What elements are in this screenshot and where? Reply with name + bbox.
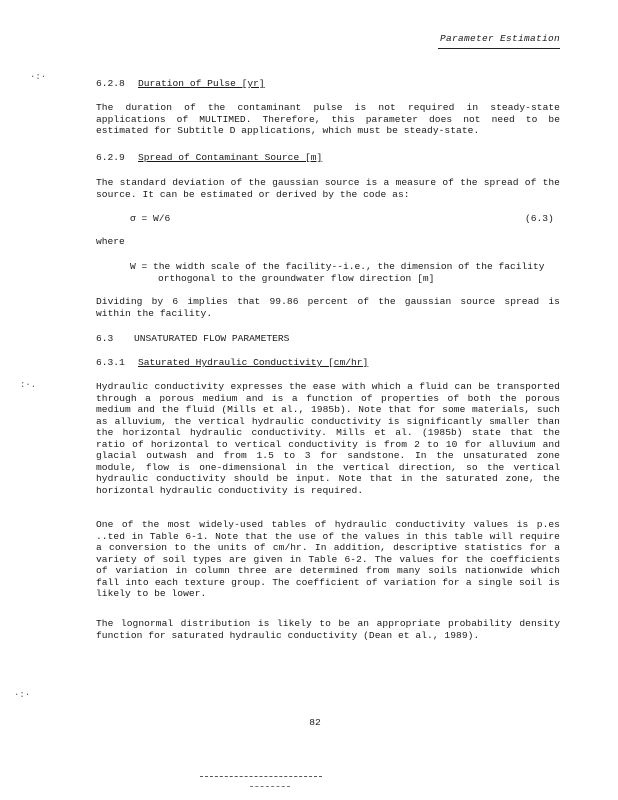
footer-rule	[250, 786, 290, 787]
header-rule	[438, 48, 560, 49]
equation-label: (6.3)	[525, 213, 554, 224]
section-title: Spread of Contaminant Source [m]	[138, 152, 323, 163]
definition-line: W = the width scale of the facility--i.e., the dimension of the facility	[130, 261, 545, 272]
paragraph: One of the most widely-used tables of hydraulic conductivity values is p.es ..ted in Table 6-1. Note that the use of the values in this table will require a conversion to the units of cm/hr. In addition, descriptive statistics for a variety of soil types are given in Table 6-2. The values for the coefficients of variation in column three are determined from many soils nationwide which fall into each texture group. The coefficient of variation for a single soil is likely to be lower.	[96, 519, 560, 599]
paragraph: The lognormal distribution is likely to be an appropriate probability density function for saturated hydraulic conductivity (Dean et al., 1989).	[96, 618, 560, 641]
scan-speck: :·.	[20, 380, 37, 390]
section-heading-6-3-1	[96, 357, 368, 369]
section-number: 6.2.9	[96, 152, 125, 163]
definition-line: orthogonal to the groundwater flow direction [m]	[158, 272, 435, 284]
section-number: 6.3	[96, 333, 114, 344]
section-title: Saturated Hydraulic Conductivity [cm/hr]	[138, 357, 369, 368]
section-number: 6.2.8	[96, 78, 125, 89]
equation: σ = W/6	[130, 213, 171, 224]
running-header: Parameter Estimation	[439, 33, 560, 44]
section-heading-6-3	[96, 333, 289, 345]
section-heading-6-2-8	[96, 78, 265, 90]
footer-rule	[200, 776, 322, 777]
scan-speck: ·:·	[14, 690, 31, 700]
where-label: where	[96, 236, 125, 247]
section-number: 6.3.1	[96, 357, 125, 368]
paragraph: The duration of the contaminant pulse is not required in steady-state applications of MULTIMED. Therefore, this parameter does not need to be estimated for Subtitle D applications, which must be steady-state.	[96, 102, 560, 136]
section-title: UNSATURATED FLOW PARAMETERS	[134, 333, 290, 344]
scan-speck: ·:·	[30, 72, 47, 82]
paragraph: Dividing by 6 implies that 99.86 percent of the gaussian source spread is within the facility.	[96, 296, 560, 319]
paragraph: Hydraulic conductivity expresses the ease with which a fluid can be transported through a porous medium and is a function of properties of both the porous medium and the fluid (Mills et al., 1985b). Note that for some materials, such as alluvium, the vertical hydraulic conductivity is significantly smaller than the horizontal hydraulic conductivity. Mills et al. (1985b) state that the ratio of horizontal to vertical conductivity is from 2 to 10 for alluvium and glacial outwash and from 1.5 to 3 for sandstone. In the unsaturated zone module, flow is one-dimensional in the vertical direction, so the vertical hydraulic conductivity should be input. Note that in the saturated zone, the horizontal hydraulic conductivity is required.	[96, 381, 560, 496]
variable-definition	[130, 261, 560, 284]
section-heading-6-2-9	[96, 152, 322, 164]
page-number: 82	[309, 717, 321, 728]
section-title: Duration of Pulse [yr]	[138, 78, 265, 89]
paragraph: The standard deviation of the gaussian source is a measure of the spread of the source. It can be estimated or derived by the code as:	[96, 177, 560, 200]
